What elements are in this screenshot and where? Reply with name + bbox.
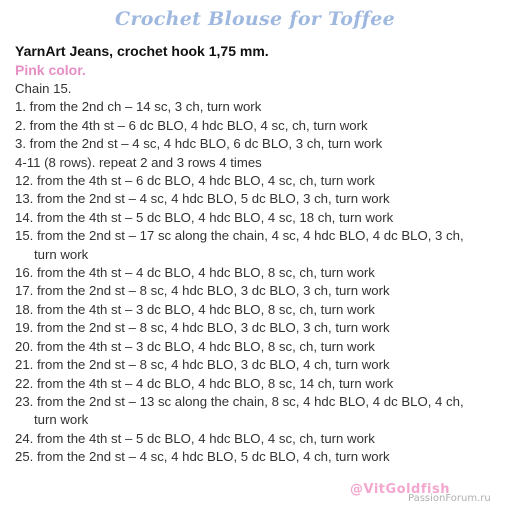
instruction-line — [15, 80, 500, 98]
instruction-line — [15, 135, 500, 153]
instruction-text: 21. from the 2nd st – 8 sc, 4 hdc BLO, 3 dc BLO, 4 ch, turn work — [15, 357, 390, 373]
instruction-continuation: turn work — [34, 246, 89, 262]
materials-line: YarnArt Jeans, crochet hook 1,75 mm. — [15, 43, 269, 59]
instruction-text: 12. from the 4th st – 6 dc BLO, 4 hdc BLO, 4 sc, ch, turn work — [15, 173, 375, 189]
instruction-text: 13. from the 2nd st – 4 sc, 4 hdc BLO, 5 dc BLO, 3 ch, turn work — [15, 191, 390, 207]
instruction-line — [15, 282, 500, 300]
instruction-text: 14. from the 4th st – 5 dc BLO, 4 hdc BLO, 4 sc, 18 ch, turn work — [15, 209, 394, 225]
watermark: PassionForum.ru — [408, 493, 491, 504]
instruction-text: 2. from the 4th st – 6 dc BLO, 4 hdc BLO, 4 sc, ch, turn work — [15, 117, 368, 133]
instruction-line — [15, 172, 500, 190]
instruction-line — [15, 338, 500, 356]
instruction-list — [15, 80, 500, 467]
instruction-text: 24. from the 4th st – 5 dc BLO, 4 hdc BLO, 4 sc, ch, turn work — [15, 430, 375, 446]
instruction-text: 19. from the 2nd st – 8 sc, 4 hdc BLO, 3 dc BLO, 3 ch, turn work — [15, 320, 390, 336]
instruction-line — [15, 375, 500, 393]
instruction-line — [15, 209, 500, 227]
instruction-text: 4-11 (8 rows). repeat 2 and 3 rows 4 times — [15, 154, 262, 170]
instruction-text: 18. from the 4th st – 3 dc BLO, 4 hdc BLO, 8 sc, ch, turn work — [15, 301, 375, 317]
page-title: Crochet Blouse for Toffee — [115, 8, 395, 30]
instruction-text: 25. from the 2nd st – 4 sc, 4 hdc BLO, 5 dc BLO, 4 ch, turn work — [15, 449, 390, 465]
instruction-text: 22. from the 4th st – 4 dc BLO, 4 hdc BLO, 8 sc, 14 ch, turn work — [15, 375, 394, 391]
instruction-continuation: turn work — [34, 412, 89, 428]
instruction-text: 15. from the 2nd st – 17 sc along the chain, 4 sc, 4 hdc BLO, 4 dc BLO, 3 ch, — [15, 228, 464, 244]
instruction-text: Chain 15. — [15, 81, 72, 96]
color-label: Pink color. — [15, 62, 86, 78]
instruction-text: 3. from the 2nd st – 4 sc, 4 hdc BLO, 6 dc BLO, 3 ch, turn work — [15, 136, 383, 152]
instruction-text: 23. from the 2nd st – 13 sc along the chain, 8 sc, 4 hdc BLO, 4 dc BLO, 4 ch, — [15, 393, 464, 409]
instruction-line — [15, 227, 500, 264]
instruction-line — [15, 301, 500, 319]
instruction-text: 16. from the 4th st – 4 dc BLO, 4 hdc BLO, 8 sc, ch, turn work — [15, 265, 375, 281]
instruction-line — [15, 356, 500, 374]
instruction-line — [15, 154, 500, 172]
instruction-line — [15, 98, 500, 116]
instruction-text: 1. from the 2nd ch – 14 sc, 3 ch, turn work — [15, 99, 262, 115]
instruction-line — [15, 264, 500, 282]
instruction-line — [15, 117, 500, 135]
instruction-text: 20. from the 4th st – 3 dc BLO, 4 hdc BLO, 8 sc, ch, turn work — [15, 338, 375, 354]
instruction-line — [15, 448, 500, 466]
instruction-line — [15, 430, 500, 448]
pattern-body — [15, 42, 500, 467]
instruction-line — [15, 393, 500, 430]
instruction-text: 17. from the 2nd st – 8 sc, 4 hdc BLO, 3 dc BLO, 3 ch, turn work — [15, 283, 390, 299]
author-handle: @VitGoldfish — [350, 482, 450, 497]
instruction-line — [15, 190, 500, 208]
instruction-line — [15, 319, 500, 337]
